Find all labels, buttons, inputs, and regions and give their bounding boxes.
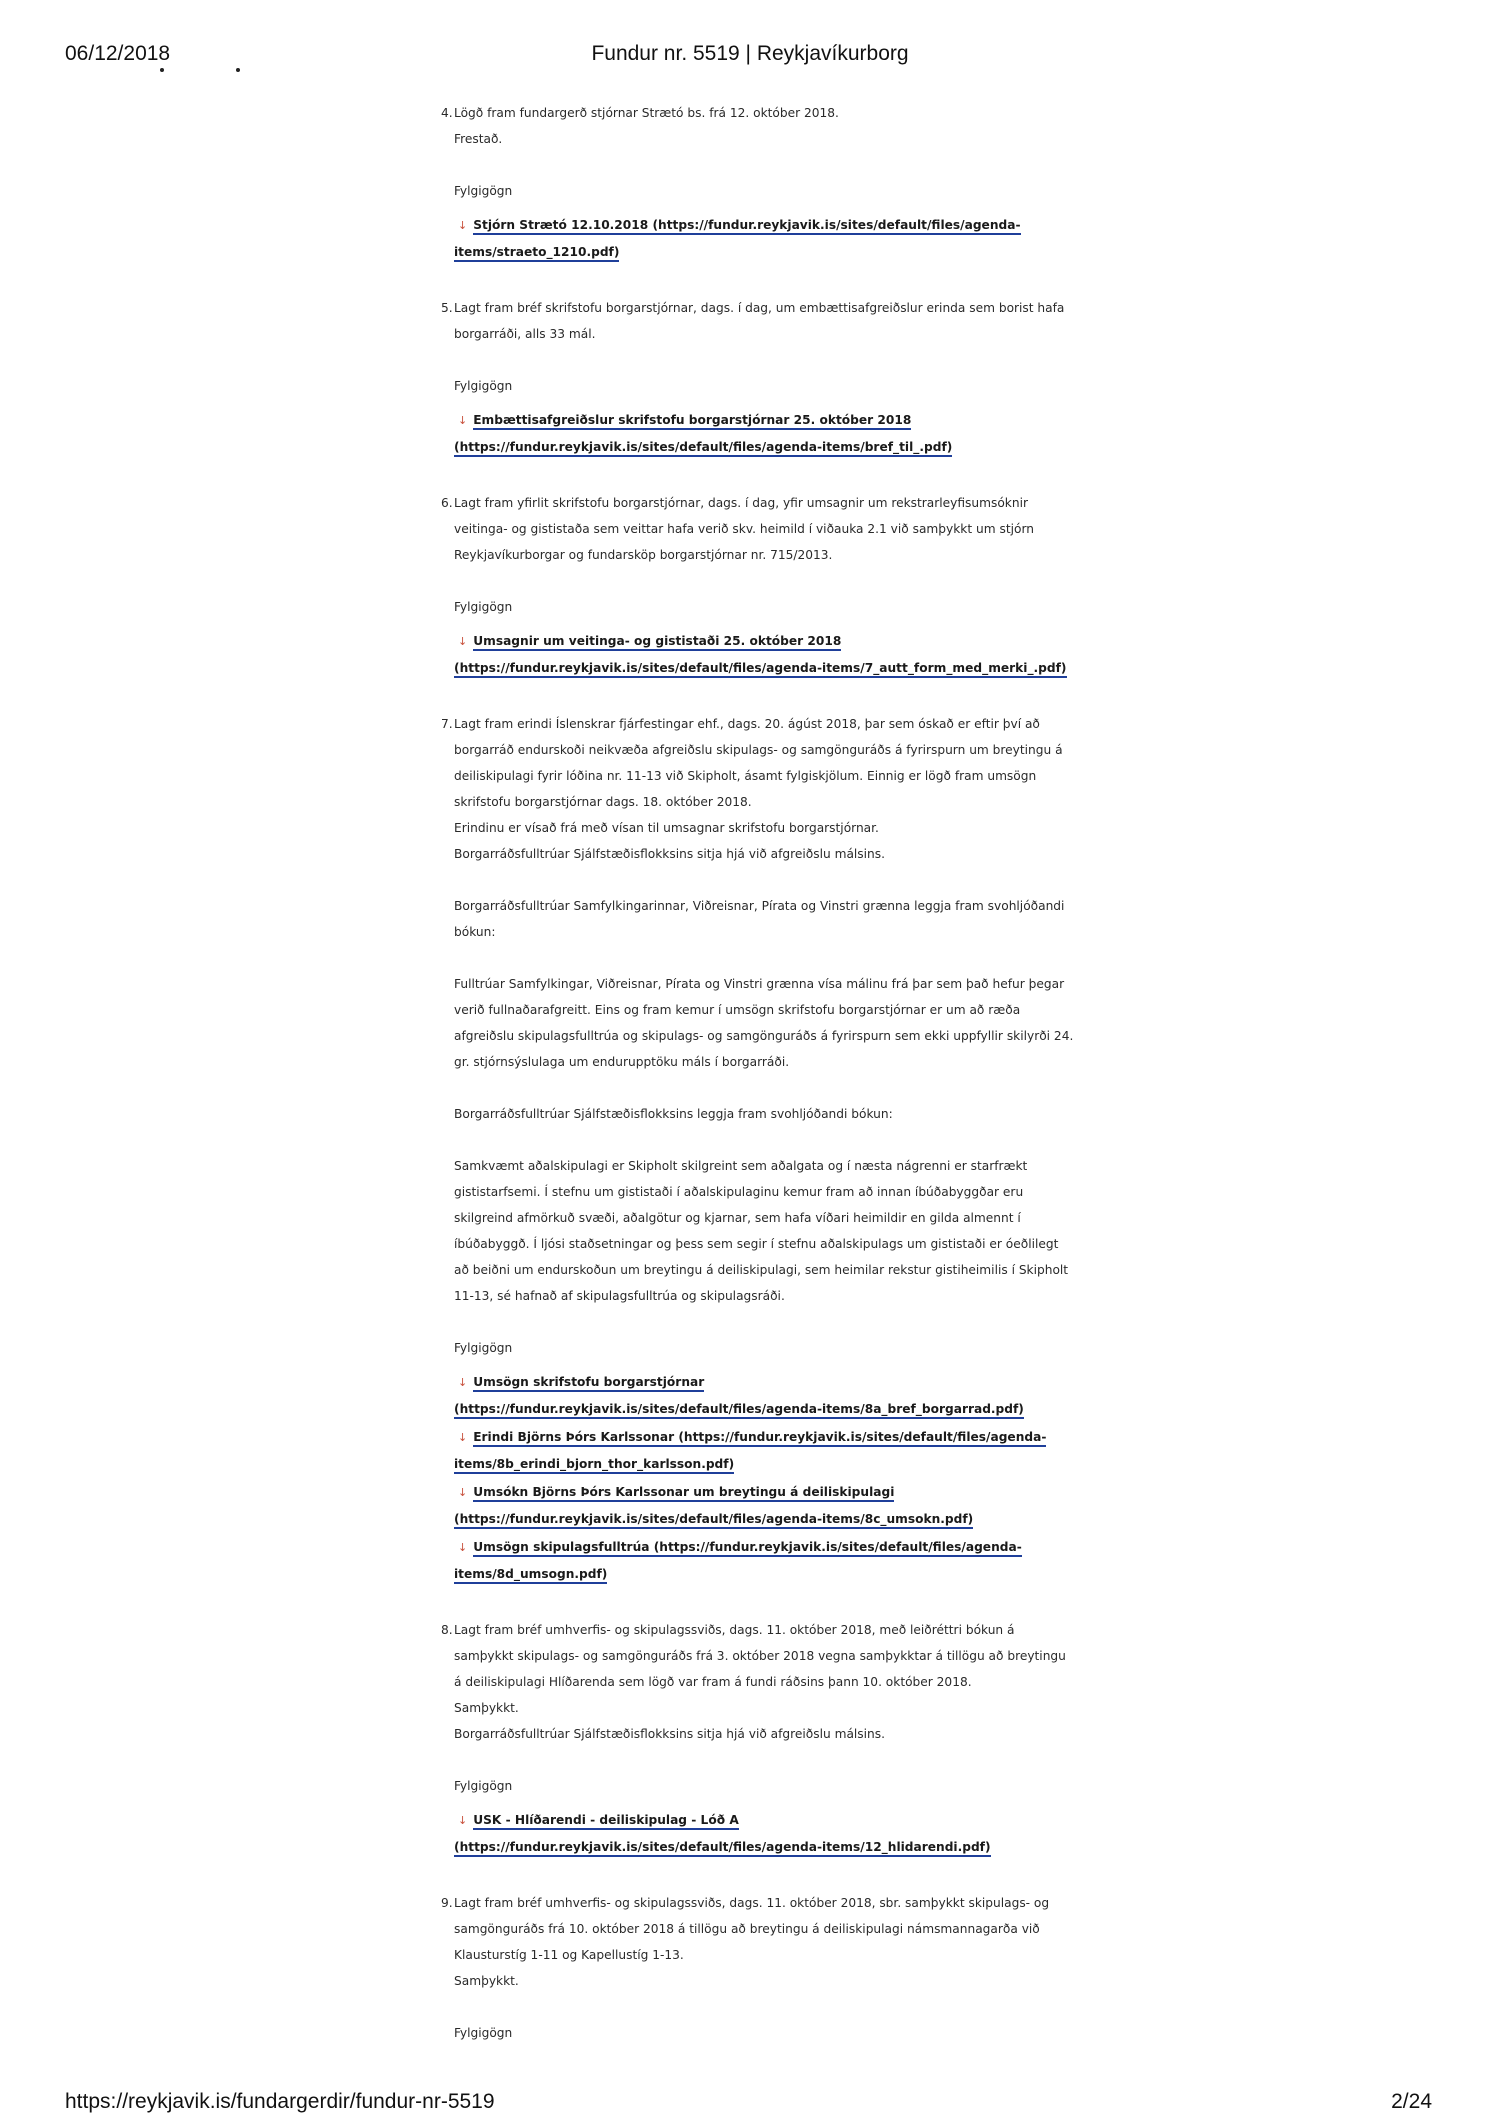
attachment-link[interactable]: Umsagnir um veitinga- og gististaði 25. október 2018 (https://fundur.reykjavik.is/sites/default/files/agenda-items/7_autt_form_med_merki_.pdf): [454, 634, 1067, 678]
attachment-link[interactable]: Erindi Björns Þórs Karlssonar (https://fundur.reykjavik.is/sites/default/files/agenda-items/8b_erindi_bjorn_thor_karlsson.pdf): [454, 1430, 1046, 1474]
agenda-item-9: [441, 1890, 1074, 2046]
header-dot: [160, 68, 164, 72]
item-number: 4.: [441, 106, 453, 120]
arrow-icon: ↓: [458, 1486, 468, 1499]
attachments-label: Fylgigögn: [454, 600, 513, 614]
attachments-label: Fylgigögn: [454, 379, 513, 393]
item-text: Lögð fram fundargerð stjórnar Strætó bs. frá 12. október 2018.: [454, 106, 839, 120]
attachment-link[interactable]: Embættisafgreiðslur skrifstofu borgarstjórnar 25. október 2018 (https://fundur.reykjavik.is/sites/default/files/agenda-items/bref_til_.pdf): [454, 413, 952, 457]
attachment-item: [454, 1807, 1074, 1860]
item-text: Lagt fram bréf umhverfis- og skipulagssviðs, dags. 11. október 2018, með leiðréttri bókun á samþykkt skipulags- og samgönguráðs frá 3. október 2018 vegna samþykktar á tillögu að breytingu á deiliskipulagi Hlíðarenda sem lögð var fram á fundi ráðsins þann 10. október 2018.: [454, 1623, 1066, 1689]
arrow-icon: ↓: [458, 635, 468, 648]
item-text: Lagt fram yfirlit skrifstofu borgarstjórnar, dags. í dag, yfir umsagnir um rekstrarleyfisumsóknir veitinga- og gististaða sem veittar hafa verið skv. heimild í viðauka 2.1 við samþykkt um stjórn Reykjavíkurborgar og fundarsköp borgarstjórnar nr. 715/2013.: [454, 496, 1034, 562]
attachment-item: [454, 407, 1074, 460]
arrow-icon: ↓: [458, 1541, 468, 1554]
header-title: Fundur nr. 5519 | Reykjavíkurborg: [591, 42, 909, 65]
item-number: 7.: [441, 717, 453, 731]
arrow-icon: ↓: [458, 1431, 468, 1444]
attachment-link[interactable]: USK - Hlíðarendi - deiliskipulag - Lóð A (https://fundur.reykjavik.is/sites/default/files/agenda-items/12_hlidarendi.pdf): [454, 1813, 991, 1857]
minutes-content: [441, 100, 1074, 2076]
item-number: 9.: [441, 1896, 453, 1910]
item-abstention: Borgarráðsfulltrúar Sjálfstæðisflokksins sitja hjá við afgreiðslu málsins.: [454, 1727, 885, 1741]
item-decision: Frestað.: [454, 132, 503, 146]
item-abstention: Borgarráðsfulltrúar Sjálfstæðisflokksins sitja hjá við afgreiðslu málsins.: [454, 847, 885, 861]
attachment-link[interactable]: Umsókn Björns Þórs Karlssonar um breytingu á deiliskipulagi (https://fundur.reykjavik.is/sites/default/files/agenda-items/8c_umsokn.pdf): [454, 1485, 973, 1529]
attachments-label: Fylgigögn: [454, 184, 513, 198]
booking-intro: Borgarráðsfulltrúar Samfylkingarinnar, Viðreisnar, Pírata og Vinstri grænna leggja fram svohljóðandi bókun:: [454, 899, 1065, 939]
agenda-item-8: [441, 1617, 1074, 1860]
item-number: 5.: [441, 301, 453, 315]
item-text: Lagt fram bréf umhverfis- og skipulagssviðs, dags. 11. október 2018, sbr. samþykkt skipulags- og samgönguráðs frá 10. október 2018 á tillögu að breytingu á deiliskipulagi námsmannagarða við Klausturstíg 1-11 og Kapellustíg 1-13.: [454, 1896, 1050, 1962]
arrow-icon: ↓: [458, 414, 468, 427]
agenda-item-6: [441, 490, 1074, 681]
item-decision: Erindinu er vísað frá með vísan til umsagnar skrifstofu borgarstjórnar.: [454, 821, 879, 835]
booking-intro: Borgarráðsfulltrúar Sjálfstæðisflokksins leggja fram svohljóðandi bókun:: [454, 1107, 893, 1121]
header-date: 06/12/2018: [65, 42, 171, 65]
attachment-item: [454, 1479, 1074, 1532]
item-decision: Samþykkt.: [454, 1701, 519, 1715]
item-text: Lagt fram erindi Íslenskrar fjárfestingar ehf., dags. 20. ágúst 2018, þar sem óskað er eftir því að borgarráð endurskoði neikvæða afgreiðslu skipulags- og samgönguráðs á fyrirspurn um breytingu á deiliskipulagi fyrir lóðina nr. 11-13 við Skipholt, ásamt fylgiskjölum. Einnig er lögð fram umsögn skrifstofu borgarstjórnar dags. 18. október 2018.: [454, 717, 1063, 809]
attachment-link[interactable]: Stjórn Strætó 12.10.2018 (https://fundur.reykjavik.is/sites/default/files/agenda-items/straeto_1210.pdf): [454, 218, 1021, 262]
attachments-label: Fylgigögn: [454, 2026, 513, 2040]
arrow-icon: ↓: [458, 1814, 468, 1827]
item-decision: Samþykkt.: [454, 1974, 519, 1988]
booking-text: Fulltrúar Samfylkingar, Viðreisnar, Pírata og Vinstri grænna vísa málinu frá þar sem það hefur þegar verið fullnaðarafgreitt. Eins og fram kemur í umsögn skrifstofu borgarstjórnar er um að ræða afgreiðslu skipulagsfulltrúa og skipulags- og samgönguráðs á fyrirspurn sem ekki uppfyllir skilyrði 24. gr. stjórnsýslulaga um endurupptöku máls í borgarráði.: [454, 977, 1074, 1069]
footer-url: https://reykjavik.is/fundargerdir/fundur-nr-5519: [65, 2090, 495, 2113]
header-dot: [236, 68, 240, 72]
attachment-item: [454, 1369, 1074, 1422]
attachment-item: [454, 1534, 1074, 1587]
attachments-label: Fylgigögn: [454, 1341, 513, 1355]
attachment-item: [454, 628, 1074, 681]
agenda-item-7: [441, 711, 1074, 1587]
footer-page-number: 2/24: [1391, 2090, 1432, 2113]
attachment-link[interactable]: Umsögn skrifstofu borgarstjórnar (https://fundur.reykjavik.is/sites/default/files/agenda-items/8a_bref_borgarrad.pdf): [454, 1375, 1024, 1419]
booking-text: Samkvæmt aðalskipulagi er Skipholt skilgreint sem aðalgata og í næsta nágrenni er starfrækt gististarfsemi. Í stefnu um gististaði í aðalskipulaginu kemur fram að innan íbúðabyggðar eru skilgreind afmörkuð svæði, aðalgötur og kjarnar, sem hafa víðari heimildir en gilda almennt í íbúðabyggð. Í ljósi staðsetningar og þess sem segir í stefnu aðalskipulags um gististaði er óeðlilegt að beiðni um endurskoðun um breytingu á deiliskipulagi, sem heimilar rekstur gistiheimilis í Skipholt 11-13, sé hafnað af skipulagsfulltrúa og skipulagsráði.: [454, 1159, 1069, 1303]
attachment-item: [454, 212, 1074, 265]
arrow-icon: ↓: [458, 1376, 468, 1389]
attachment-link[interactable]: Umsögn skipulagsfulltrúa (https://fundur.reykjavik.is/sites/default/files/agenda-items/8d_umsogn.pdf): [454, 1540, 1022, 1584]
arrow-icon: ↓: [458, 219, 468, 232]
item-number: 8.: [441, 1623, 453, 1637]
item-number: 6.: [441, 496, 453, 510]
agenda-item-5: [441, 295, 1074, 460]
attachments-label: Fylgigögn: [454, 1779, 513, 1793]
agenda-item-4: [441, 100, 1074, 265]
attachment-item: [454, 1424, 1074, 1477]
item-text: Lagt fram bréf skrifstofu borgarstjórnar, dags. í dag, um embættisafgreiðslur erinda sem borist hafa borgarráði, alls 33 mál.: [454, 301, 1065, 341]
